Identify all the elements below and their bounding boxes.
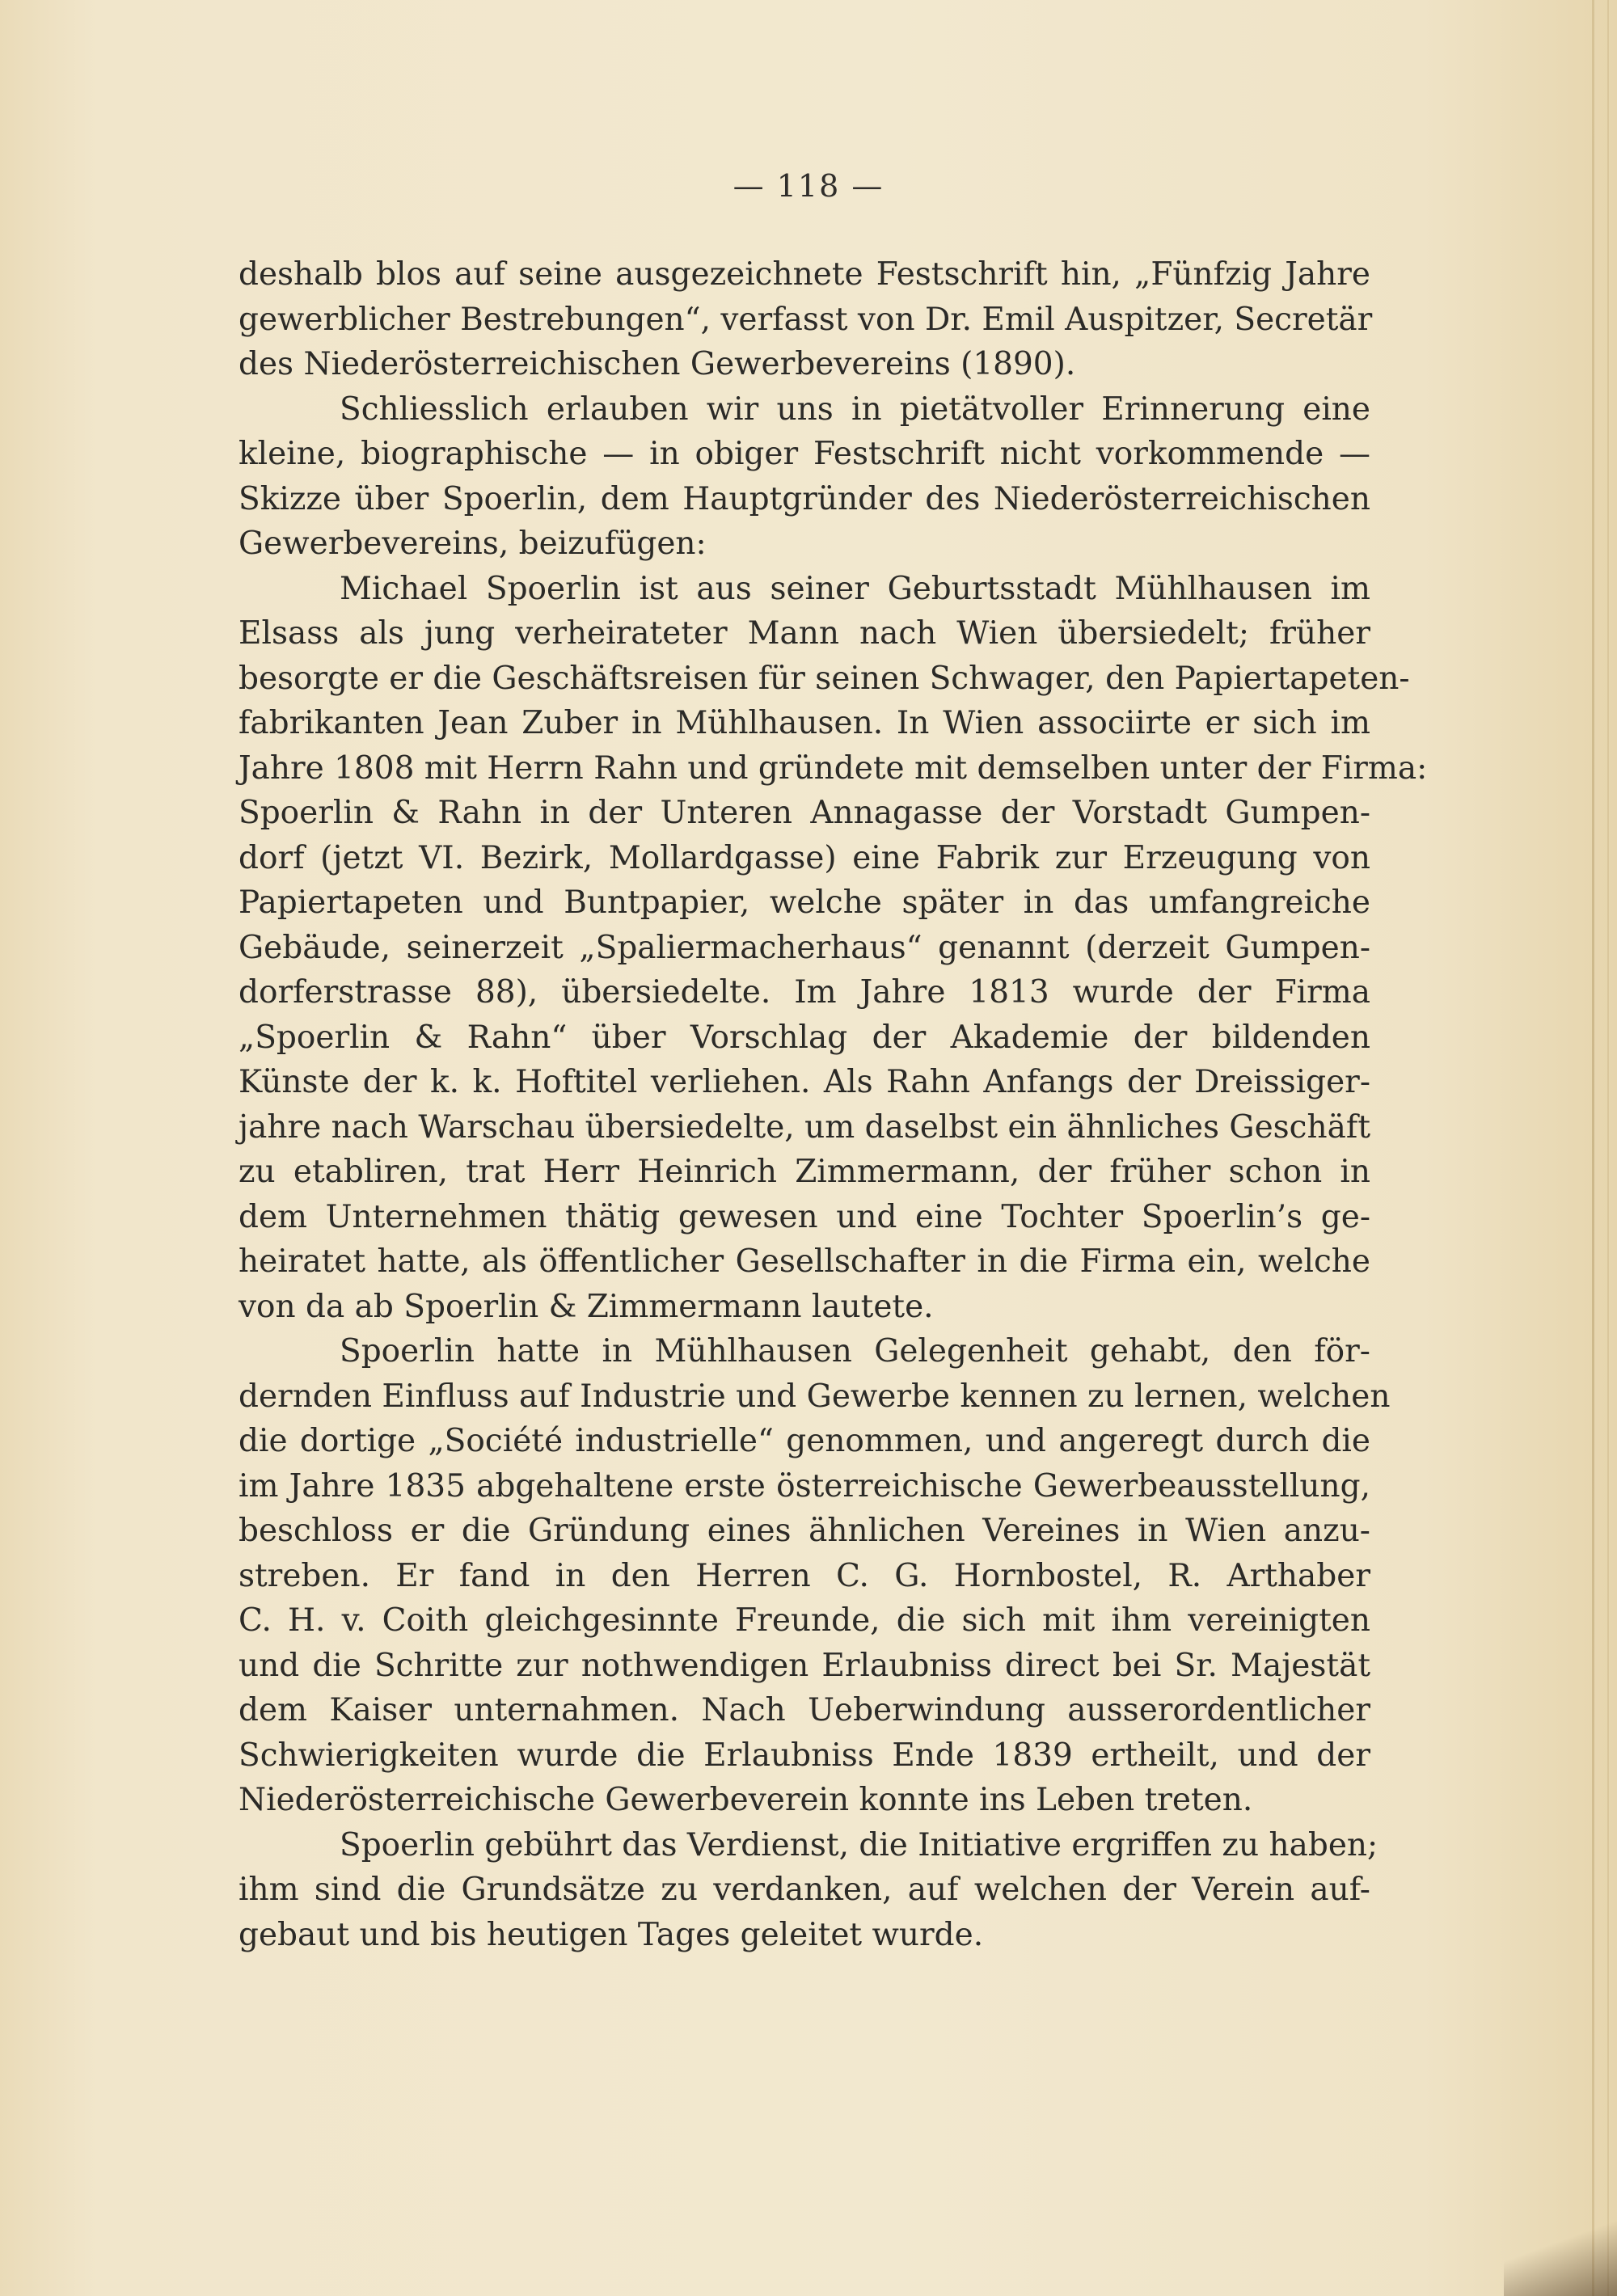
text-line: im Jahre 1835 abgehaltene erste österreichische Gewerbeausstellung, bbox=[239, 1467, 1370, 1505]
text-line: die dortige „Société industrielle“ genommen, und angeregt durch die bbox=[239, 1423, 1370, 1459]
text-line: C. H. v. Coith gleichgesinnte Freunde, die sich mit ihm vereinigten bbox=[239, 1602, 1370, 1639]
text-line: heiratet hatte, als öffentlicher Gesellschafter in die Firma ein, welche bbox=[239, 1243, 1370, 1280]
text-line: Skizze über Spoerlin, dem Hauptgründer des Niederösterreichischen bbox=[239, 480, 1370, 517]
paragraph-1 bbox=[239, 252, 1373, 387]
page-number: — 118 — bbox=[733, 168, 884, 204]
text-line: Künste der k. k. Hoftitel verliehen. Als Rahn Anfangs der Dreissiger- bbox=[239, 1064, 1370, 1100]
text-line: Niederösterreichische Gewerbeverein konnte ins Leben treten. bbox=[239, 1782, 1253, 1818]
paragraph-3 bbox=[239, 567, 1428, 1330]
text-line: ihm sind die Grundsätze zu verdanken, auf welchen der Verein auf- bbox=[239, 1872, 1370, 1908]
text-line: von da ab Spoerlin & Zimmermann lautete. bbox=[239, 1288, 934, 1325]
paragraph-5 bbox=[239, 1823, 1378, 1958]
text-line: Spoerlin & Rahn in der Unteren Annagasse der Vorstadt Gumpen- bbox=[239, 795, 1370, 831]
text-line: und die Schritte zur nothwendigen Erlaubniss direct bei Sr. Majestät bbox=[239, 1647, 1370, 1684]
text-line: Gewerbevereins, beizufügen: bbox=[239, 525, 707, 562]
text-line: streben. Er fand in den Herren C. G. Hornbostel, R. Arthaber bbox=[239, 1557, 1370, 1594]
text-line: fabrikanten Jean Zuber in Mühlhausen. In Wien associirte er sich im bbox=[239, 705, 1370, 741]
page-corner-shadow bbox=[1504, 2199, 1617, 2296]
text-line: beschloss er die Gründung eines ähnlichen Vereines in Wien anzu- bbox=[239, 1513, 1370, 1549]
text-line: gewerblicher Bestrebungen“, verfasst von Dr. Emil Auspitzer, Secretär bbox=[239, 301, 1373, 338]
page-edge bbox=[1592, 0, 1594, 2296]
text-line: des Niederösterreichischen Gewerbevereins (1890). bbox=[239, 346, 1076, 382]
text-line: Michael Spoerlin ist aus seiner Geburtsstadt Mühlhausen im bbox=[340, 570, 1370, 607]
page-edge-outer bbox=[1607, 0, 1609, 2296]
text-line: dem Unternehmen thätig gewesen und eine Tochter Spoerlin’s ge- bbox=[239, 1198, 1370, 1235]
text-line: dorf (jetzt VI. Bezirk, Mollardgasse) eine Fabrik zur Erzeugung von bbox=[239, 839, 1370, 876]
text-line: Schwierigkeiten wurde die Erlaubniss Ende 1839 ertheilt, und der bbox=[239, 1737, 1370, 1774]
text-line: gebaut und bis heutigen Tages geleitet wurde. bbox=[239, 1916, 984, 1953]
text-line: deshalb blos auf seine ausgezeichnete Festschrift hin, „Fünfzig Jahre bbox=[239, 256, 1370, 293]
text-line: Papiertapeten und Buntpapier, welche später in das umfangreiche bbox=[239, 884, 1370, 921]
text-line: Spoerlin gebührt das Verdienst, die Initiative ergriffen zu haben; bbox=[340, 1826, 1378, 1863]
text-line: Jahre 1808 mit Herrn Rahn und gründete mit demselben unter der Firma: bbox=[239, 749, 1428, 787]
body-text bbox=[239, 252, 1428, 1957]
text-line: Spoerlin hatte in Mühlhausen Gelegenheit gehabt, den för- bbox=[340, 1333, 1370, 1370]
text-line: besorgte er die Geschäftsreisen für seinen Schwager, den Papiertapeten- bbox=[239, 660, 1410, 697]
paragraph-2 bbox=[239, 387, 1370, 567]
text-line: kleine, biographische — in obiger Festschrift nicht vorkommende — bbox=[239, 436, 1370, 472]
text-line: Elsass als jung verheirateter Mann nach Wien übersiedelt; früher bbox=[239, 615, 1370, 652]
text-line: dorferstrasse 88), übersiedelte. Im Jahre 1813 wurde der Firma bbox=[239, 974, 1370, 1011]
text-line: jahre nach Warschau übersiedelte, um daselbst ein ähnliches Geschäft bbox=[239, 1108, 1370, 1146]
text-line: „Spoerlin & Rahn“ über Vorschlag der Akademie der bildenden bbox=[239, 1019, 1370, 1056]
text-line: Gebäude, seinerzeit „Spaliermacherhaus“ genannt (derzeit Gumpen- bbox=[239, 929, 1370, 966]
paragraph-4 bbox=[239, 1329, 1391, 1823]
text-line: Schliesslich erlauben wir uns in pietätvoller Erinnerung eine bbox=[340, 390, 1370, 428]
text-line: dem Kaiser unternahmen. Nach Ueberwindung ausserordentlicher bbox=[239, 1692, 1370, 1728]
text-line: zu etabliren, trat Herr Heinrich Zimmermann, der früher schon in bbox=[239, 1154, 1370, 1190]
text-line: dernden Einfluss auf Industrie und Gewerbe kennen zu lernen, welchen bbox=[239, 1378, 1391, 1415]
